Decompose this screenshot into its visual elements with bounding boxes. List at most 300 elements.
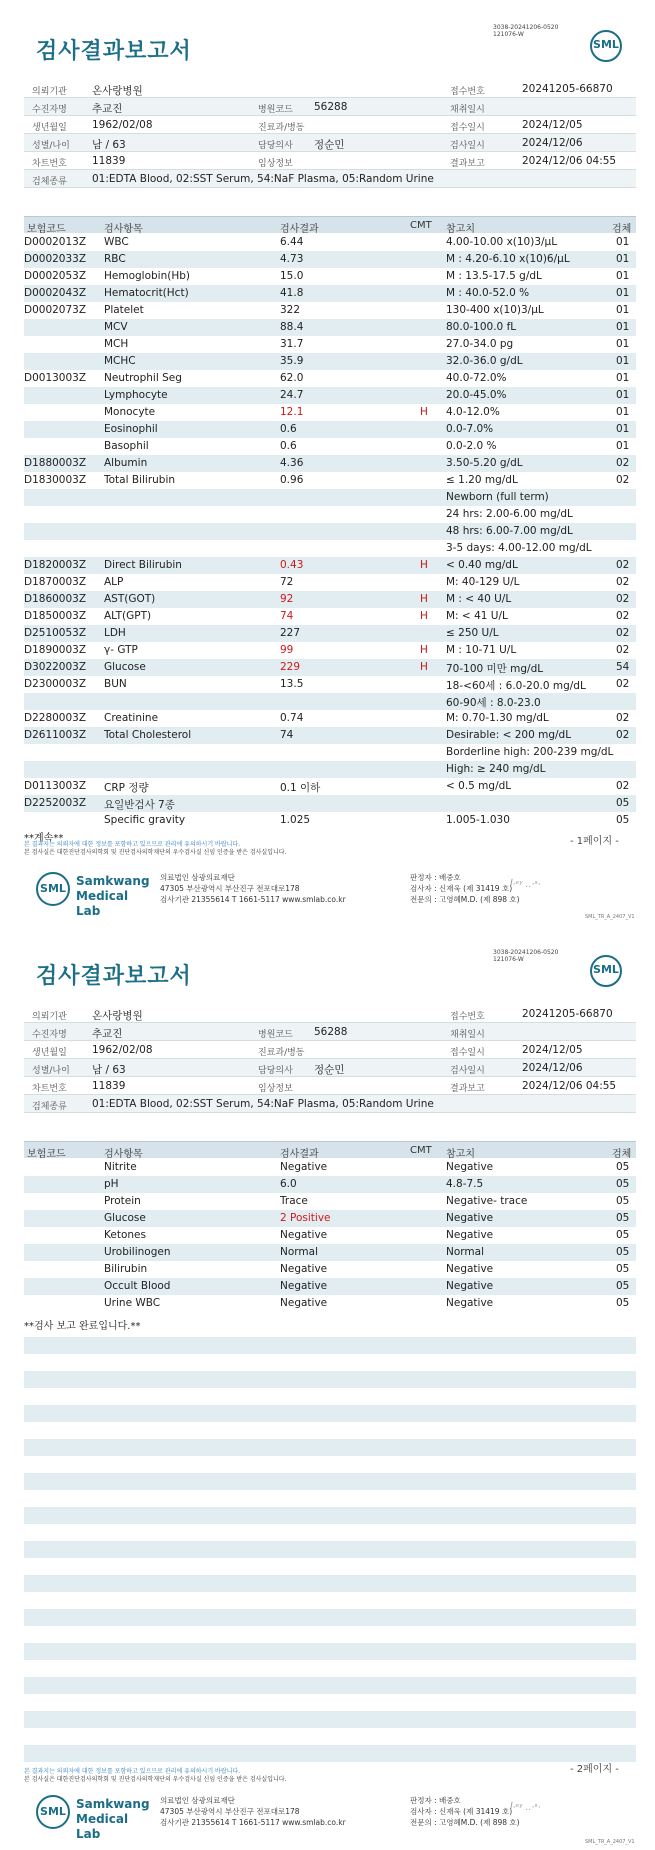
cell-code: D0013003Z bbox=[24, 372, 87, 384]
cell-reference: 27.0-34.0 pg bbox=[446, 338, 514, 350]
receipt-date-label: 접수일시 bbox=[450, 123, 485, 133]
cell-reference: M : < 40 U/L bbox=[446, 593, 512, 605]
cell-item: Hemoglobin(Hb) bbox=[104, 270, 191, 282]
cell-result: Negative bbox=[280, 1263, 328, 1275]
collect-date-label: 채취일시 bbox=[450, 105, 485, 115]
footer-logo-circle bbox=[36, 872, 70, 906]
cell-reference: M: < 41 U/L bbox=[446, 610, 508, 622]
cell-code: D0002073Z bbox=[24, 304, 87, 316]
report-value: 2024/12/06 04:55 bbox=[522, 155, 617, 167]
header-code: 보험코드 bbox=[27, 1149, 66, 1160]
cell-reference: 18-<60세 : 6.0-20.0 mg/dL bbox=[446, 680, 586, 692]
cell-specimen: 54 bbox=[616, 661, 630, 673]
empty-table-row bbox=[24, 1711, 636, 1728]
disclaimer-line2: 본 검사실은 대한진단검사의학회 및 진단검사의학재단의 우수검사실 신임 인증을 받은 검사실입니다. bbox=[24, 1776, 287, 1783]
footer-reporter: 판정자 : 배중호 bbox=[410, 873, 461, 882]
hospital-code-label: 병원코드 bbox=[258, 1030, 293, 1040]
cell-item: 요일반검사 7종 bbox=[104, 799, 175, 811]
empty-table-row bbox=[24, 1609, 636, 1626]
test-date-label: 검사일시 bbox=[450, 1066, 485, 1076]
cell-specimen: 02 bbox=[616, 627, 630, 639]
cell-specimen: 01 bbox=[616, 372, 630, 384]
cell-reference: Negative bbox=[446, 1229, 494, 1241]
cell-specimen: 01 bbox=[616, 287, 630, 299]
empty-table-row bbox=[24, 1643, 636, 1660]
cell-cmt-flag: H bbox=[420, 610, 428, 622]
sex-age-value: 남 / 63 bbox=[92, 139, 126, 151]
table-row bbox=[24, 1193, 636, 1210]
cell-specimen: 02 bbox=[616, 610, 630, 622]
table-row bbox=[24, 353, 636, 370]
specimen-label: 검체종류 bbox=[32, 177, 67, 187]
cell-reference: 32.0-36.0 g/dL bbox=[446, 355, 523, 367]
cell-item: Eosinophil bbox=[104, 423, 158, 435]
cell-reference: 1.005-1.030 bbox=[446, 814, 510, 826]
cell-item: MCH bbox=[104, 338, 129, 350]
footer-logo bbox=[36, 1795, 150, 1841]
footer-signatories bbox=[410, 1795, 520, 1828]
cell-item: pH bbox=[104, 1178, 119, 1190]
disclaimer bbox=[24, 841, 287, 857]
info-row-specimen bbox=[24, 170, 636, 188]
cell-code: D0002043Z bbox=[24, 287, 87, 299]
table-row bbox=[24, 268, 636, 285]
footer-tester: 검사자 : 신재욱 (제 31419 호) bbox=[410, 884, 513, 893]
info-row-birth bbox=[24, 1041, 636, 1059]
cell-cmt-flag: H bbox=[420, 593, 428, 605]
table-row bbox=[24, 302, 636, 319]
empty-table-row bbox=[24, 1439, 636, 1456]
cell-reference: 48 hrs: 6.00-7.00 mg/dL bbox=[446, 525, 573, 537]
cell-item: Bilirubin bbox=[104, 1263, 148, 1275]
receipt-date-value: 2024/12/05 bbox=[522, 119, 583, 131]
cell-code: D2611003Z bbox=[24, 729, 87, 741]
cell-result: Negative bbox=[280, 1161, 328, 1173]
cell-item: Albumin bbox=[104, 457, 148, 469]
disclaimer bbox=[24, 1768, 287, 1784]
table-row bbox=[24, 812, 636, 829]
cell-item: Total Cholesterol bbox=[104, 729, 192, 741]
cell-code: D2300003Z bbox=[24, 678, 87, 690]
cell-reference: Borderline high: 200-239 mg/dL bbox=[446, 746, 614, 758]
page-title: 검사결과보고서 bbox=[36, 39, 192, 64]
form-version: SML_TR_A_2407_V1 bbox=[585, 914, 635, 920]
specimen-value: 01:EDTA Blood, 02:SST Serum, 54:NaF Plasma, 05:Random Urine bbox=[92, 173, 434, 185]
page-number: - 1페이지 - bbox=[570, 836, 619, 847]
cell-reference: 20.0-45.0% bbox=[446, 389, 507, 401]
table-row bbox=[24, 744, 636, 761]
cell-cmt-flag: H bbox=[420, 406, 428, 418]
document-code-line1: 3038-20241206-0520 bbox=[493, 949, 559, 956]
footer-contact: 검사기관 21355614 T 1661-5117 www.smlab.co.kr bbox=[160, 1818, 346, 1827]
table-row bbox=[24, 319, 636, 336]
doctor-label: 담당의사 bbox=[258, 141, 293, 151]
receipt-no-label: 접수번호 bbox=[450, 1012, 485, 1022]
cell-reference: M : 40.0-52.0 % bbox=[446, 287, 530, 299]
cell-specimen: 05 bbox=[616, 1195, 630, 1207]
table-row bbox=[24, 1210, 636, 1227]
cell-reference: Normal bbox=[446, 1246, 484, 1258]
cell-reference: < 0.40 mg/dL bbox=[446, 559, 518, 571]
cell-item: LDH bbox=[104, 627, 126, 639]
cell-reference: Desirable: < 200 mg/dL bbox=[446, 729, 572, 741]
cell-code: D3022003Z bbox=[24, 661, 87, 673]
clinical-label: 임상정보 bbox=[258, 159, 293, 169]
cell-code: D1890003Z bbox=[24, 644, 87, 656]
header-item: 검사항목 bbox=[104, 1149, 143, 1160]
disclaimer-line2: 본 검사실은 대한진단검사의학회 및 진단검사의학재단의 우수검사실 신임 인증을 받은 검사실입니다. bbox=[24, 849, 287, 856]
cell-specimen: 02 bbox=[616, 780, 630, 792]
footer-contact: 검사기관 21355614 T 1661-5117 www.smlab.co.kr bbox=[160, 895, 346, 904]
report-complete-note: **검사 보고 완료입니다.** bbox=[24, 1321, 141, 1332]
cell-cmt-flag: H bbox=[420, 661, 428, 673]
cell-reference: M: 0.70-1.30 mg/dL bbox=[446, 712, 549, 724]
test-date-value: 2024/12/06 bbox=[522, 137, 583, 149]
hospital-code-value: 56288 bbox=[314, 101, 348, 113]
cell-code: D0002053Z bbox=[24, 270, 87, 282]
cell-result: 88.4 bbox=[280, 321, 304, 333]
info-row-institution bbox=[24, 80, 636, 98]
empty-table-row bbox=[24, 1371, 636, 1388]
cell-reference: 3-5 days: 4.00-12.00 mg/dL bbox=[446, 542, 592, 554]
cell-result: 0.96 bbox=[280, 474, 304, 486]
document-code-line1: 3038-20241206-0520 bbox=[493, 24, 559, 31]
footer-lab-name bbox=[76, 874, 150, 919]
footer-tester: 검사자 : 신재욱 (제 31419 호) bbox=[410, 1807, 513, 1816]
cell-code: D0002013Z bbox=[24, 236, 87, 248]
lab-name-line1: Samkwang bbox=[76, 874, 150, 888]
continued-note: **계속** bbox=[24, 833, 64, 844]
cell-reference: Negative bbox=[446, 1280, 494, 1292]
cell-item: RBC bbox=[104, 253, 126, 265]
hospital-code-label: 병원코드 bbox=[258, 105, 293, 115]
table-row bbox=[24, 642, 636, 659]
page-title: 검사결과보고서 bbox=[36, 964, 192, 989]
sex-age-label: 성별/나이 bbox=[32, 1066, 70, 1076]
table-row bbox=[24, 591, 636, 608]
dept-label: 진료과/병동 bbox=[258, 1048, 305, 1058]
table-row bbox=[24, 659, 636, 676]
table-row bbox=[24, 625, 636, 642]
empty-table-row bbox=[24, 1541, 636, 1558]
specimen-value: 01:EDTA Blood, 02:SST Serum, 54:NaF Plasma, 05:Random Urine bbox=[92, 1098, 434, 1110]
cell-item: AST(GOT) bbox=[104, 593, 156, 605]
cell-specimen: 02 bbox=[616, 457, 630, 469]
document-code-line2: 121076-W bbox=[493, 31, 524, 38]
cell-result: 229 bbox=[280, 661, 301, 673]
cell-reference: Negative bbox=[446, 1297, 494, 1309]
cell-result: 24.7 bbox=[280, 389, 304, 401]
form-version: SML_TR_A_2407_V1 bbox=[585, 1839, 635, 1845]
table-row bbox=[24, 1176, 636, 1193]
cell-reference: 4.00-10.00 x(10)3/μL bbox=[446, 236, 558, 248]
cell-code: D1880003Z bbox=[24, 457, 87, 469]
cell-result: 4.73 bbox=[280, 253, 304, 265]
cell-specimen: 01 bbox=[616, 236, 630, 248]
receipt-date-value: 2024/12/05 bbox=[522, 1044, 583, 1056]
sml-logo-text: SML bbox=[593, 963, 619, 976]
specimen-label: 검체종류 bbox=[32, 1102, 67, 1112]
cell-code: D1860003Z bbox=[24, 593, 87, 605]
empty-table-row bbox=[24, 1575, 636, 1592]
cell-item: Basophil bbox=[104, 440, 149, 452]
birth-label: 생년월일 bbox=[32, 123, 67, 133]
cell-reference: 40.0-72.0% bbox=[446, 372, 507, 384]
cell-reference: Negative bbox=[446, 1212, 494, 1224]
document-code bbox=[493, 949, 558, 963]
cell-specimen: 05 bbox=[616, 1229, 630, 1241]
cell-reference: M : 10-71 U/L bbox=[446, 644, 517, 656]
cell-item: Nitrite bbox=[104, 1161, 137, 1173]
table-row bbox=[24, 761, 636, 778]
table-row bbox=[24, 455, 636, 472]
signature-image: ꟾ·ᵉʸ ‥·ˢ· bbox=[510, 880, 541, 890]
table-row bbox=[24, 472, 636, 489]
info-row-chart bbox=[24, 1077, 636, 1095]
cell-result: 227 bbox=[280, 627, 301, 639]
birth-value: 1962/02/08 bbox=[92, 1044, 153, 1056]
cell-item: Specific gravity bbox=[104, 814, 186, 826]
cell-specimen: 05 bbox=[616, 814, 630, 826]
cell-item: MCHC bbox=[104, 355, 136, 367]
cell-specimen: 01 bbox=[616, 270, 630, 282]
disclaimer-line1: 본 결과지는 의뢰자에 대한 정보를 포함하고 있으므로 관리에 유의하시기 바랍니다. bbox=[24, 841, 241, 848]
cell-item: MCV bbox=[104, 321, 128, 333]
patient-name-label: 수진자명 bbox=[32, 1030, 67, 1040]
cell-item: Monocyte bbox=[104, 406, 156, 418]
cell-code: D2510053Z bbox=[24, 627, 87, 639]
lab-name-line1: Samkwang bbox=[76, 1797, 150, 1811]
cell-result: 1.025 bbox=[280, 814, 311, 826]
cell-item: γ- GTP bbox=[104, 644, 138, 656]
empty-table-row bbox=[24, 1473, 636, 1490]
cell-item: Direct Bilirubin bbox=[104, 559, 182, 571]
cell-specimen: 02 bbox=[616, 576, 630, 588]
doctor-label: 담당의사 bbox=[258, 1066, 293, 1076]
cell-result: 15.0 bbox=[280, 270, 304, 282]
cell-result: 12.1 bbox=[280, 406, 304, 418]
table-row bbox=[24, 1261, 636, 1278]
cell-specimen: 02 bbox=[616, 644, 630, 656]
cell-specimen: 01 bbox=[616, 304, 630, 316]
table-row bbox=[24, 693, 636, 710]
table-row bbox=[24, 404, 636, 421]
footer-address: 47305 부산광역시 부산진구 전포대로178 bbox=[160, 884, 300, 893]
cell-item: Glucose bbox=[104, 661, 146, 673]
header-ref: 참고치 bbox=[446, 224, 475, 235]
cell-specimen: 01 bbox=[616, 338, 630, 350]
info-row-specimen bbox=[24, 1095, 636, 1113]
cell-reference: 0.0-2.0 % bbox=[446, 440, 497, 452]
cell-specimen: 01 bbox=[616, 321, 630, 333]
institution-value: 온사랑병원 bbox=[92, 85, 143, 97]
footer-address: 47305 부산광역시 부산진구 전포대로178 bbox=[160, 1807, 300, 1816]
disclaimer-line1: 본 결과지는 의뢰자에 대한 정보를 포함하고 있으므로 관리에 유의하시기 바랍니다. bbox=[24, 1768, 241, 1775]
cell-result: Negative bbox=[280, 1297, 328, 1309]
cell-result: 4.36 bbox=[280, 457, 304, 469]
page-number: - 2페이지 - bbox=[570, 1764, 619, 1775]
cell-specimen: 01 bbox=[616, 389, 630, 401]
cell-item: WBC bbox=[104, 236, 129, 248]
cell-item: Occult Blood bbox=[104, 1280, 171, 1292]
table-row bbox=[24, 251, 636, 268]
cell-result: 0.1 이하 bbox=[280, 782, 321, 794]
hospital-code-value: 56288 bbox=[314, 1026, 348, 1038]
doctor-value: 정순민 bbox=[314, 1064, 345, 1076]
cell-result: 0.6 bbox=[280, 440, 297, 452]
footer-logo-text: SML bbox=[40, 882, 66, 895]
report-page-2 bbox=[0, 925, 655, 1850]
cell-result: 62.0 bbox=[280, 372, 304, 384]
receipt-no-label: 접수번호 bbox=[450, 87, 485, 97]
results-table-header bbox=[24, 1141, 636, 1158]
table-row bbox=[24, 1159, 636, 1176]
cell-reference: 130-400 x(10)3/μL bbox=[446, 304, 544, 316]
cell-reference: 60-90세 : 8.0-23.0 bbox=[446, 697, 541, 709]
cell-result: Trace bbox=[280, 1195, 308, 1207]
cell-specimen: 05 bbox=[616, 797, 630, 809]
sml-logo-text: SML bbox=[593, 38, 619, 51]
receipt-date-label: 접수일시 bbox=[450, 1048, 485, 1058]
footer-reporter: 판정자 : 배중호 bbox=[410, 1796, 461, 1805]
table-row bbox=[24, 370, 636, 387]
table-row bbox=[24, 710, 636, 727]
cell-specimen: 02 bbox=[616, 729, 630, 741]
cell-item: Protein bbox=[104, 1195, 141, 1207]
empty-table-row bbox=[24, 1337, 636, 1354]
cell-result: 74 bbox=[280, 729, 294, 741]
cell-specimen: 01 bbox=[616, 440, 630, 452]
dept-label: 진료과/병동 bbox=[258, 123, 305, 133]
cell-reference: ≤ 250 U/L bbox=[446, 627, 499, 639]
cell-result: 35.9 bbox=[280, 355, 304, 367]
cell-reference: 4.8-7.5 bbox=[446, 1178, 484, 1190]
collect-date-label: 채취일시 bbox=[450, 1030, 485, 1040]
chart-label: 차트번호 bbox=[32, 159, 67, 169]
cell-specimen: 05 bbox=[616, 1246, 630, 1258]
cell-specimen: 02 bbox=[616, 593, 630, 605]
chart-value: 11839 bbox=[92, 155, 126, 167]
cell-specimen: 05 bbox=[616, 1297, 630, 1309]
table-row bbox=[24, 1295, 636, 1312]
cell-item: Urobilinogen bbox=[104, 1246, 171, 1258]
institution-label: 의뢰기관 bbox=[32, 87, 67, 97]
cell-code: D0002033Z bbox=[24, 253, 87, 265]
table-row bbox=[24, 540, 636, 557]
cell-result: 6.44 bbox=[280, 236, 304, 248]
cell-reference: 4.0-12.0% bbox=[446, 406, 500, 418]
cell-item: Neutrophil Seg bbox=[104, 372, 182, 384]
header-cmt: CMT bbox=[410, 220, 432, 231]
cell-reference: 3.50-5.20 g/dL bbox=[446, 457, 523, 469]
cell-code: D1830003Z bbox=[24, 474, 87, 486]
sml-logo bbox=[590, 30, 622, 62]
header-cmt: CMT bbox=[410, 1145, 432, 1156]
table-row bbox=[24, 1227, 636, 1244]
table-row bbox=[24, 778, 636, 795]
document-code-line2: 121076-W bbox=[493, 956, 524, 963]
header-specimen: 검체 bbox=[612, 224, 632, 235]
table-row bbox=[24, 523, 636, 540]
table-row bbox=[24, 438, 636, 455]
cell-result: 99 bbox=[280, 644, 294, 656]
test-date-value: 2024/12/06 bbox=[522, 1062, 583, 1074]
cell-result: 0.43 bbox=[280, 559, 304, 571]
cell-cmt-flag: H bbox=[420, 644, 428, 656]
header-specimen: 검체 bbox=[612, 1149, 632, 1160]
header-result: 검사결과 bbox=[280, 224, 319, 235]
chart-value: 11839 bbox=[92, 1080, 126, 1092]
cell-item: Glucose bbox=[104, 1212, 146, 1224]
table-row bbox=[24, 1244, 636, 1261]
table-row bbox=[24, 574, 636, 591]
footer-logo-circle bbox=[36, 1795, 70, 1829]
cell-code: D2252003Z bbox=[24, 797, 87, 809]
table-row bbox=[24, 608, 636, 625]
sex-age-label: 성별/나이 bbox=[32, 141, 70, 151]
cell-result: Negative bbox=[280, 1229, 328, 1241]
table-row bbox=[24, 506, 636, 523]
cell-item: ALP bbox=[104, 576, 124, 588]
footer-org: 의료법인 삼광의료재단 bbox=[160, 873, 235, 882]
cell-result: 0.74 bbox=[280, 712, 304, 724]
table-row bbox=[24, 285, 636, 302]
cell-result: Negative bbox=[280, 1280, 328, 1292]
test-date-label: 검사일시 bbox=[450, 141, 485, 151]
patient-name-value: 추교진 bbox=[92, 1028, 123, 1040]
cell-result: 0.6 bbox=[280, 423, 297, 435]
cell-result: 31.7 bbox=[280, 338, 304, 350]
cell-reference: ≤ 1.20 mg/dL bbox=[446, 474, 518, 486]
table-row bbox=[24, 1278, 636, 1295]
cell-reference: < 0.5 mg/dL bbox=[446, 780, 512, 792]
cell-reference: Newborn (full term) bbox=[446, 491, 549, 503]
results-table-header bbox=[24, 216, 636, 233]
cell-code: D0113003Z bbox=[24, 780, 87, 792]
table-row bbox=[24, 234, 636, 251]
header-code: 보험코드 bbox=[27, 224, 66, 235]
cell-result: 72 bbox=[280, 576, 294, 588]
cell-item: ALT(GPT) bbox=[104, 610, 152, 622]
cell-specimen: 02 bbox=[616, 474, 630, 486]
patient-name-label: 수진자명 bbox=[32, 105, 67, 115]
cell-reference: 24 hrs: 2.00-6.00 mg/dL bbox=[446, 508, 573, 520]
cell-reference: 80.0-100.0 fL bbox=[446, 321, 517, 333]
report-value: 2024/12/06 04:55 bbox=[522, 1080, 617, 1092]
cell-result: 74 bbox=[280, 610, 294, 622]
empty-table-row bbox=[24, 1405, 636, 1422]
cell-item: Creatinine bbox=[104, 712, 159, 724]
table-row bbox=[24, 557, 636, 574]
chart-label: 차트번호 bbox=[32, 1084, 67, 1094]
cell-specimen: 01 bbox=[616, 253, 630, 265]
receipt-no-value: 20241205-66870 bbox=[522, 83, 613, 95]
table-row bbox=[24, 489, 636, 506]
cell-result: 322 bbox=[280, 304, 301, 316]
lab-name-line2: Medical Lab bbox=[76, 889, 129, 918]
cell-reference: M : 13.5-17.5 g/dL bbox=[446, 270, 542, 282]
cell-item: Lymphocyte bbox=[104, 389, 168, 401]
footer-specialist: 전문의 : 고영혜M.D. (제 898 호) bbox=[410, 1818, 520, 1827]
sex-age-value: 남 / 63 bbox=[92, 1064, 126, 1076]
report-label: 결과보고 bbox=[450, 159, 485, 169]
cell-cmt-flag: H bbox=[420, 559, 428, 571]
patient-name-value: 추교진 bbox=[92, 103, 123, 115]
cell-specimen: 01 bbox=[616, 355, 630, 367]
info-row-sex-age bbox=[24, 134, 636, 152]
birth-label: 생년월일 bbox=[32, 1048, 67, 1058]
footer-lab-info bbox=[160, 872, 346, 905]
